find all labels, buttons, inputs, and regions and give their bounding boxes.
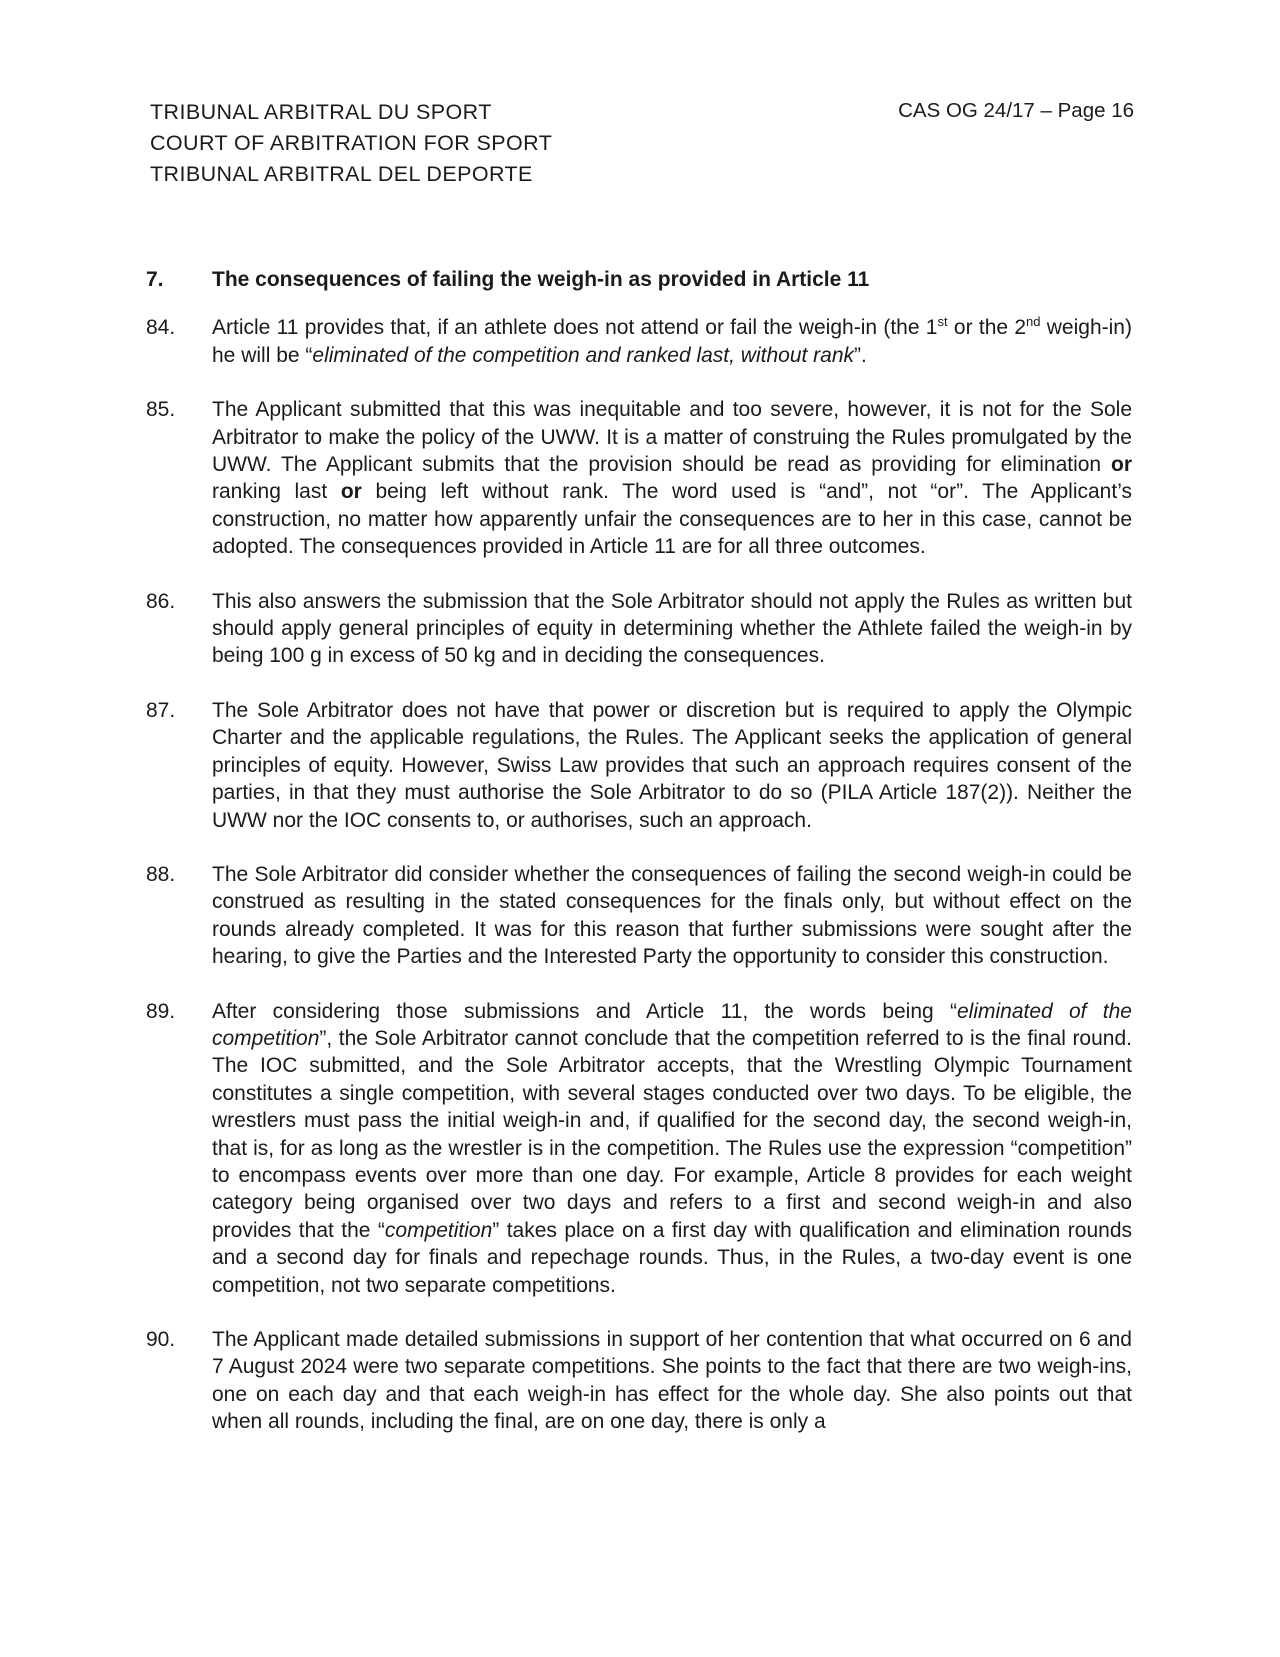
paragraph-text: The Applicant made detailed submissions in support of her contention that what occurred on 6 and 7 August 2024 were two separate competitions. She points to the fact that there are two weigh-ins, one on each day and that each weigh-in has effect for the whole day. She also points out that when all rounds, including the final, are on one day, there is only a — [212, 1328, 1132, 1434]
paragraph-text: Article 11 provides that, if an athlete does not attend or fail the weigh-in (the 1st or the 2nd weigh-in) he will be “eliminated of the competition and ranked last, without rank”. — [212, 314, 1132, 367]
paragraph-text: After considering those submissions and Article 11, the words being “eliminated of the competition”, the Sole Arbitrator cannot conclude that the competition referred to is the final round. The IOC submitted, and the Sole Arbitrator accepts, that the Wrestling Olympic Tournament constitutes a single competition, with several stages conducted over two days. To be eligible, the wrestlers must pass the initial weigh-in and, if qualified for the second day, the second weigh-in, that is, for as long as the wrestler is in the competition. The Rules use the expression “competition” to encompass events over more than one day. For example, Article 8 provides for each weight category being organised over two days and refers to a first and second weigh-in and also provides that the “competition” takes place on a first day with qualification and elimination rounds and a second day for finals and repechage rounds. Thus, in the Rules, a two-day event is one competition, not two separate competitions. — [212, 999, 1133, 1297]
numbered-paragraph — [146, 998, 1132, 1299]
paragraph-number: 89. — [146, 999, 176, 1023]
section-title: The consequences of failing the weigh-in as provided in Article 11 — [212, 268, 870, 291]
org-name-french: TRIBUNAL ARBITRAL DU SPORT — [150, 100, 492, 124]
paragraph-number: 88. — [146, 862, 176, 886]
paragraph-text: This also answers the submission that the Sole Arbitrator should not apply the Rules as written but should apply general principles of equity in determining whether the Athlete failed the weigh-in by being 100 g in excess of 50 kg and in deciding the consequences. — [212, 589, 1132, 668]
page-header — [150, 97, 1134, 190]
document-body — [146, 266, 1132, 1463]
numbered-paragraph — [146, 314, 1132, 369]
letterhead-org-names — [150, 97, 552, 190]
case-reference-page-number: CAS OG 24/17 – Page 16 — [898, 99, 1134, 122]
paragraph-text: The Sole Arbitrator did consider whether the consequences of failing the second weigh-in could be construed as resulting in the stated consequences for the finals only, but without effect on the rounds already completed. It was for this reason that further submissions were sought after the hearing, to give the Parties and the Interested Party the opportunity to consider this construction. — [212, 862, 1132, 969]
numbered-paragraph — [146, 697, 1132, 834]
org-name-spanish: TRIBUNAL ARBITRAL DEL DEPORTE — [150, 162, 533, 186]
paragraph-number: 84. — [146, 316, 176, 340]
paragraph-number: 90. — [146, 1328, 176, 1351]
numbered-paragraph — [146, 396, 1132, 560]
paragraph-number: 87. — [146, 698, 176, 722]
org-name-english: COURT OF ARBITRATION FOR SPORT — [150, 131, 553, 155]
numbered-paragraph — [146, 588, 1132, 670]
section-heading — [146, 266, 1132, 293]
numbered-paragraph — [146, 861, 1132, 971]
paragraph-number: 86. — [146, 589, 176, 613]
paragraph-list — [146, 314, 1132, 1435]
paragraph-number: 85. — [146, 398, 176, 422]
paragraph-text: The Applicant submitted that this was inequitable and too severe, however, it is not for the Sole Arbitrator to make the policy of the UWW. It is a matter of construing the Rules promulgated by the UWW. The Applicant submits that the provision should be read as providing for elimination or ranking last or being left without rank. The word used is “and”, not “or”. The Applicant’s construction, no matter how apparently unfair the consequences are to her in this case, cannot be adopted. The consequences provided in Article 11 are for all three outcomes. — [212, 398, 1132, 559]
paragraph-text: The Sole Arbitrator does not have that power or discretion but is required to apply the Olympic Charter and the applicable regulations, the Rules. The Applicant seeks the application of general principles of equity. However, Swiss Law provides that such an approach requires consent of the parties, in that they must authorise the Sole Arbitrator to do so (PILA Article 187(2)). Neither the UWW nor the IOC consents to, or authorises, such an approach. — [212, 698, 1132, 832]
numbered-paragraph — [146, 1326, 1132, 1436]
section-number: 7. — [146, 268, 164, 291]
